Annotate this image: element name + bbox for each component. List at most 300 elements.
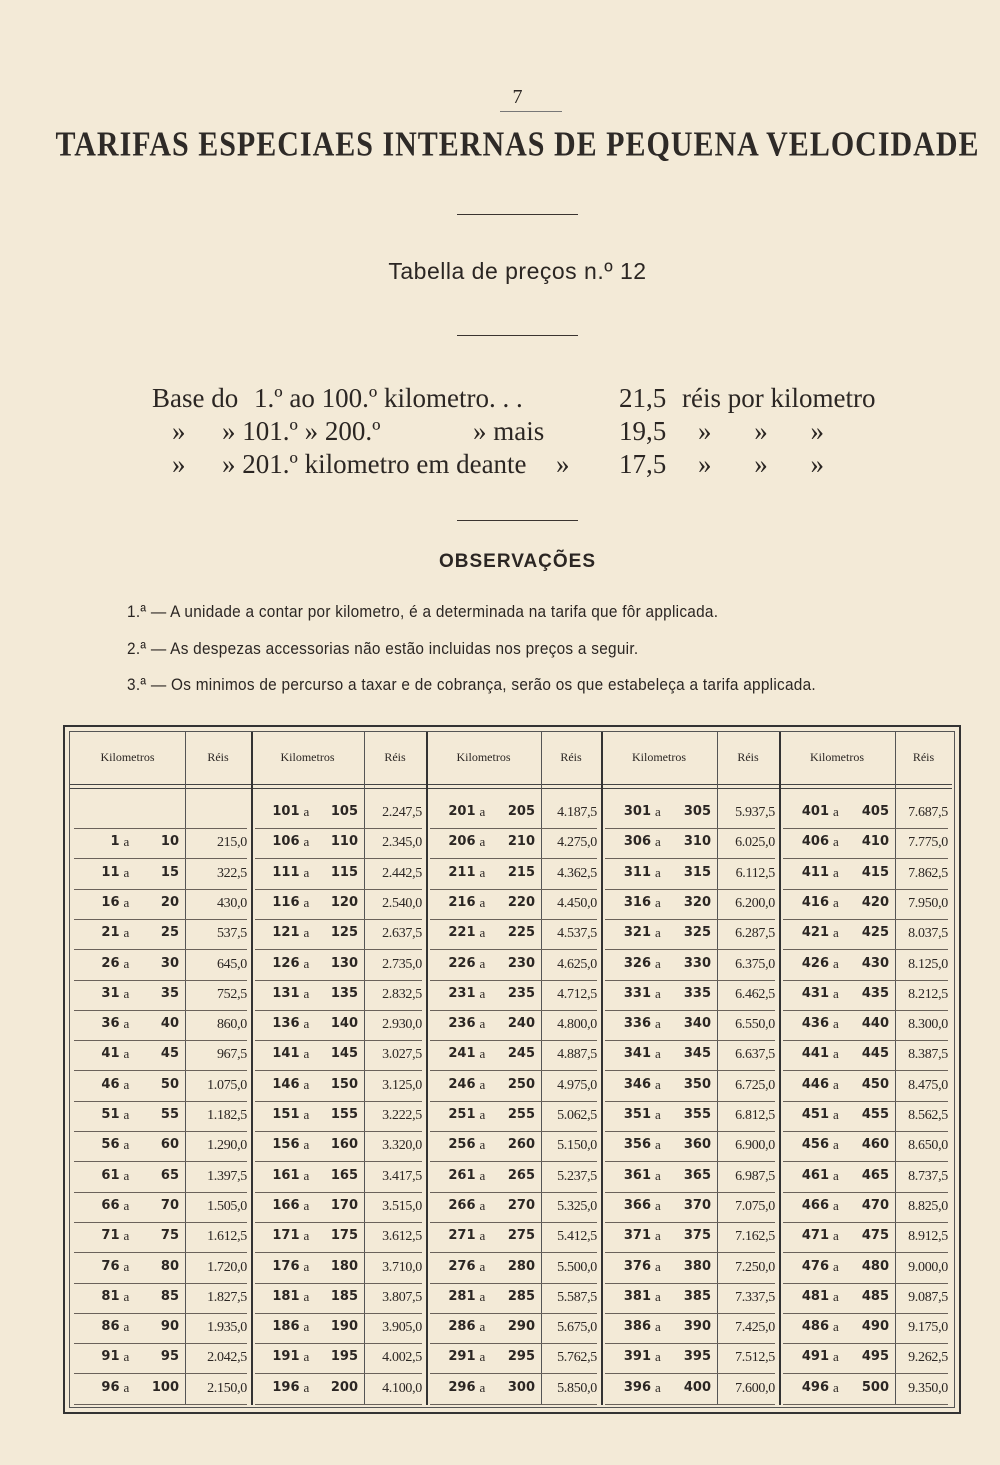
km-to: 60 [160, 1137, 179, 1153]
reis-value: 1.720,0 [207, 1259, 247, 1275]
km-range [70, 1228, 185, 1250]
row-rule [430, 919, 597, 920]
reis-value: 4.362,5 [557, 865, 597, 881]
reis-value: 6.112,5 [735, 865, 775, 881]
reis-value: 6.375,0 [735, 956, 775, 972]
row-rule [605, 1161, 775, 1162]
km-to: 475 [861, 1228, 889, 1244]
reis-value: 5.412,5 [557, 1229, 597, 1245]
km-to: 480 [861, 1258, 889, 1274]
km-separator: a [303, 985, 310, 1001]
header-kilometros: Kilometros [810, 750, 864, 764]
km-range [601, 956, 717, 978]
km-separator: a [123, 955, 130, 971]
km-range [70, 1046, 185, 1068]
km-from: 471 [801, 1228, 829, 1244]
km-range [601, 1228, 717, 1250]
row-rule [430, 1010, 597, 1011]
reis-value: 4.100,0 [382, 1380, 422, 1396]
km-from: 91 [101, 1349, 120, 1365]
km-from: 496 [801, 1379, 829, 1395]
km-separator: a [655, 864, 661, 880]
km-separator: a [479, 1258, 486, 1274]
km-from: 31 [101, 985, 120, 1001]
row-rule [430, 1343, 597, 1344]
km-from: 241 [448, 1046, 476, 1062]
row-rule [74, 1373, 247, 1374]
km-to: 220 [507, 894, 535, 910]
reis-value: 9.175,0 [908, 1320, 948, 1336]
reis-value: 1.827,5 [207, 1289, 247, 1305]
row-rule [430, 1373, 597, 1374]
km-range [70, 895, 185, 917]
km-separator: a [655, 1288, 661, 1304]
km-from: 466 [801, 1197, 829, 1213]
km-from: 221 [448, 925, 476, 941]
km-range [251, 1046, 364, 1068]
row-rule [783, 1313, 948, 1314]
row-rule [74, 889, 247, 890]
km-to: 230 [507, 955, 535, 971]
km-from: 326 [623, 955, 651, 971]
km-separator: a [833, 1228, 839, 1244]
km-to: 305 [683, 804, 711, 819]
row-rule [430, 889, 597, 890]
km-from: 356 [623, 1137, 651, 1153]
reis-value: 2.540,0 [382, 895, 422, 911]
header-rule [70, 788, 952, 789]
row-rule [605, 1313, 775, 1314]
km-range [779, 956, 895, 978]
reis-value: 5.325,0 [557, 1198, 597, 1214]
km-from: 146 [272, 1076, 300, 1092]
km-from: 156 [272, 1137, 300, 1153]
km-range [601, 865, 717, 887]
reis-value: 5.587,5 [557, 1289, 597, 1305]
km-separator: a [655, 1258, 661, 1274]
row-rule [783, 949, 948, 950]
row-rule [255, 919, 422, 920]
km-range [601, 1198, 717, 1220]
km-separator: a [655, 985, 661, 1001]
km-separator: a [655, 1016, 661, 1032]
row-rule [783, 1101, 948, 1102]
row-rule [783, 1070, 948, 1071]
reis-value: 3.222,5 [382, 1108, 422, 1123]
km-to: 15 [160, 864, 179, 880]
reis-value: 7.600,0 [735, 1380, 775, 1396]
km-range [251, 986, 364, 1008]
km-to: 315 [683, 864, 711, 880]
reis-value: 5.937,5 [735, 805, 775, 820]
km-separator: a [833, 1288, 839, 1304]
km-separator: a [303, 1167, 310, 1183]
km-to: 150 [330, 1076, 358, 1092]
km-range [251, 834, 364, 856]
km-separator: a [833, 1107, 839, 1122]
km-range [779, 834, 895, 856]
km-range [251, 804, 364, 826]
row-rule [255, 889, 422, 890]
km-to: 10 [160, 834, 179, 850]
km-from: 441 [801, 1046, 829, 1062]
km-from: 316 [623, 894, 651, 910]
row-rule [255, 1131, 422, 1132]
km-to: 500 [861, 1379, 889, 1395]
km-separator: a [833, 1046, 839, 1062]
km-range [251, 1349, 364, 1371]
km-range [70, 1016, 185, 1038]
row-rule [430, 1161, 597, 1162]
km-to: 115 [330, 864, 358, 880]
km-to: 170 [330, 1197, 358, 1213]
km-from: 261 [448, 1167, 476, 1183]
km-range [251, 1077, 364, 1099]
km-range [426, 1289, 541, 1311]
km-range [779, 1259, 895, 1281]
km-range [251, 1137, 364, 1159]
km-to: 400 [683, 1379, 711, 1395]
row-rule [74, 1131, 247, 1132]
km-to: 275 [507, 1228, 535, 1244]
km-from: 66 [101, 1197, 120, 1213]
row-rule [605, 1070, 775, 1071]
km-separator: a [123, 1167, 130, 1183]
km-from: 246 [448, 1076, 476, 1092]
row-rule [255, 1313, 422, 1314]
reis-value: 2.930,0 [382, 1017, 422, 1033]
km-from: 291 [448, 1349, 476, 1365]
row-rule [255, 949, 422, 950]
km-separator: a [303, 1107, 310, 1122]
row-rule [783, 1252, 948, 1253]
reis-value: 8.737,5 [908, 1168, 948, 1184]
km-to: 185 [330, 1288, 358, 1304]
km-from: 46 [101, 1076, 120, 1092]
row-rule [783, 1404, 948, 1405]
km-from: 151 [272, 1107, 300, 1122]
km-range [70, 1259, 185, 1281]
km-range [779, 895, 895, 917]
km-to: 225 [507, 925, 535, 941]
km-separator: a [123, 1319, 130, 1335]
km-from: 36 [101, 1016, 120, 1032]
km-separator: a [303, 804, 310, 819]
km-from: 451 [801, 1107, 829, 1122]
base-extra: » [556, 449, 570, 479]
reis-value: 537,5 [216, 926, 247, 942]
km-from: 76 [101, 1258, 120, 1274]
km-from: 71 [101, 1228, 120, 1244]
km-to: 470 [861, 1197, 889, 1213]
km-from: 456 [801, 1137, 829, 1153]
reis-value: 6.200,0 [735, 895, 775, 911]
reis-value: 1.935,0 [207, 1320, 247, 1336]
row-rule [605, 1252, 775, 1253]
reis-value: 3.027,5 [382, 1047, 422, 1063]
km-range [426, 895, 541, 917]
km-range [779, 1168, 895, 1190]
header-kilometros: Kilometros [280, 750, 335, 764]
base-rate: 19,5 [619, 416, 667, 446]
km-separator: a [479, 1197, 486, 1213]
row-rule [74, 1070, 247, 1071]
reis-value: 215,0 [216, 835, 247, 851]
km-range [779, 1046, 895, 1068]
km-from: 426 [801, 955, 829, 971]
km-to: 85 [160, 1288, 179, 1304]
km-from: 101 [272, 804, 300, 819]
reis-value: 3.515,0 [382, 1198, 422, 1214]
row-rule [430, 1192, 597, 1193]
km-range [251, 1380, 364, 1402]
reis-value: 4.800,0 [557, 1017, 597, 1033]
row-rule [74, 1283, 247, 1284]
km-to: 490 [861, 1319, 889, 1335]
km-range [601, 1016, 717, 1038]
km-to: 205 [507, 804, 535, 819]
reis-value: 8.212,5 [908, 986, 948, 1002]
reis-value: 9.087,5 [908, 1289, 948, 1305]
km-from: 166 [272, 1197, 300, 1213]
km-to: 380 [683, 1258, 711, 1274]
km-separator: a [655, 1228, 661, 1244]
row-rule [255, 1343, 422, 1344]
base-extra: » mais [473, 416, 545, 446]
km-to: 320 [683, 894, 711, 910]
km-range [426, 1198, 541, 1220]
base-range: 1.º ao 100.º kilometro. . . [254, 383, 523, 413]
km-to: 335 [683, 985, 711, 1001]
km-separator: a [833, 1349, 839, 1365]
observation-item: 1.ª — A unidade a contar por kilometro, é a determinada na tarifa que fôr applicada. [127, 603, 719, 621]
km-to: 160 [330, 1137, 358, 1153]
reis-value: 860,0 [216, 1017, 247, 1033]
km-to: 210 [507, 834, 535, 850]
km-to: 120 [330, 894, 358, 910]
reis-value: 4.887,5 [557, 1047, 597, 1063]
km-range [251, 1198, 364, 1220]
km-range [251, 1016, 364, 1038]
km-to: 410 [861, 834, 889, 850]
row-rule [74, 949, 247, 950]
reis-value: 430,0 [216, 895, 247, 911]
km-separator: a [479, 1076, 486, 1092]
row-rule [783, 1040, 948, 1041]
reis-value: 7.512,5 [735, 1350, 775, 1366]
reis-value: 1.612,5 [207, 1229, 247, 1245]
km-to: 310 [683, 834, 711, 850]
km-to: 75 [160, 1228, 179, 1244]
km-separator: a [303, 834, 310, 850]
header-kilometros: Kilometros [632, 750, 686, 764]
km-to: 265 [507, 1167, 535, 1183]
km-to: 40 [160, 1016, 179, 1032]
header-reis: Réis [207, 750, 229, 764]
km-to: 260 [507, 1137, 535, 1153]
row-rule [255, 980, 422, 981]
price-table [70, 732, 952, 1405]
km-separator: a [123, 1288, 130, 1304]
row-rule [74, 1040, 247, 1041]
km-from: 251 [448, 1107, 476, 1122]
km-separator: a [833, 1379, 839, 1395]
km-separator: a [479, 864, 486, 880]
row-rule [783, 1222, 948, 1223]
row-rule [255, 1373, 422, 1374]
row-rule [255, 828, 422, 829]
reis-value: 6.725,0 [735, 1077, 775, 1093]
km-range [601, 834, 717, 856]
row-rule [605, 1010, 775, 1011]
row-rule [255, 1070, 422, 1071]
reis-value: 8.125,0 [908, 956, 948, 972]
reis-value: 8.300,0 [908, 1017, 948, 1033]
km-separator: a [479, 1016, 486, 1032]
km-to: 455 [861, 1107, 889, 1122]
km-range [601, 1077, 717, 1099]
km-separator: a [123, 864, 130, 880]
km-from: 431 [801, 985, 829, 1001]
km-to: 70 [160, 1197, 179, 1213]
row-rule [255, 1010, 422, 1011]
km-from: 401 [801, 804, 829, 819]
km-from: 331 [623, 985, 651, 1001]
km-separator: a [655, 894, 661, 910]
row-rule [74, 1343, 247, 1344]
reis-value: 2.832,5 [382, 986, 422, 1002]
km-range [779, 1228, 895, 1250]
km-from: 301 [623, 804, 651, 819]
km-from: 86 [101, 1319, 120, 1335]
km-range [779, 986, 895, 1008]
km-from: 61 [101, 1167, 120, 1183]
km-to: 285 [507, 1288, 535, 1304]
km-to: 135 [330, 985, 358, 1001]
km-separator: a [655, 1319, 661, 1335]
km-to: 165 [330, 1167, 358, 1183]
km-separator: a [655, 1167, 661, 1183]
km-range [601, 1259, 717, 1281]
reis-value: 4.450,0 [557, 895, 597, 911]
km-range [70, 1137, 185, 1159]
row-rule [74, 1101, 247, 1102]
km-to: 80 [160, 1258, 179, 1274]
reis-value: 3.710,0 [382, 1259, 422, 1275]
reis-value: 2.735,0 [382, 956, 422, 972]
km-to: 65 [160, 1167, 179, 1183]
km-from: 421 [801, 925, 829, 941]
row-rule [74, 1313, 247, 1314]
row-rule [783, 1283, 948, 1284]
km-from: 371 [623, 1228, 651, 1244]
km-separator: a [833, 1076, 839, 1092]
km-separator: a [833, 1167, 839, 1183]
reis-value: 6.812,5 [735, 1108, 775, 1123]
km-to: 395 [683, 1349, 711, 1365]
km-range [601, 1289, 717, 1311]
km-from: 386 [623, 1319, 651, 1335]
row-rule [430, 1070, 597, 1071]
km-range [779, 1289, 895, 1311]
row-rule [430, 828, 597, 829]
row-rule [605, 1343, 775, 1344]
km-from: 181 [272, 1288, 300, 1304]
km-to: 345 [683, 1046, 711, 1062]
row-rule [605, 1101, 775, 1102]
row-rule [74, 919, 247, 920]
km-from: 396 [623, 1379, 651, 1395]
km-to: 495 [861, 1349, 889, 1365]
row-rule [430, 1404, 597, 1405]
km-from: 226 [448, 955, 476, 971]
km-range [251, 1107, 364, 1129]
row-rule [255, 1222, 422, 1223]
km-from: 206 [448, 834, 476, 850]
reis-value: 9.000,0 [908, 1259, 948, 1275]
km-from: 266 [448, 1197, 476, 1213]
observation-item: 2.ª — As despezas accessorias não estão incluidas nos preços a seguir. [127, 640, 639, 658]
km-range [779, 1319, 895, 1341]
reis-value: 9.350,0 [908, 1380, 948, 1396]
km-range [779, 804, 895, 826]
km-separator: a [655, 1046, 661, 1062]
km-range [601, 986, 717, 1008]
km-separator: a [123, 985, 130, 1001]
km-from: 16 [101, 894, 120, 910]
km-range [426, 1319, 541, 1341]
km-range [601, 1107, 717, 1129]
km-from: 141 [272, 1046, 300, 1062]
km-to: 20 [160, 894, 179, 910]
km-separator: a [655, 955, 661, 971]
km-to: 445 [861, 1046, 889, 1062]
km-separator: a [479, 1046, 486, 1062]
reis-value: 6.550,0 [735, 1017, 775, 1033]
reis-value: 6.025,0 [735, 835, 775, 851]
km-separator: a [303, 925, 310, 941]
reis-value: 6.987,5 [735, 1168, 775, 1184]
km-separator: a [303, 1197, 310, 1213]
km-separator: a [123, 1107, 130, 1122]
base-label: » [172, 449, 186, 479]
km-range [251, 1259, 364, 1281]
row-rule [74, 980, 247, 981]
reis-value: 4.537,5 [557, 926, 597, 942]
reis-value: 6.287,5 [735, 926, 775, 942]
row-rule [255, 1161, 422, 1162]
km-to: 430 [861, 955, 889, 971]
km-from: 236 [448, 1016, 476, 1032]
reis-value: 4.712,5 [557, 986, 597, 1002]
km-range [779, 1349, 895, 1371]
km-from: 231 [448, 985, 476, 1001]
row-rule [605, 1192, 775, 1193]
reis-value: 645,0 [216, 956, 247, 972]
km-from: 376 [623, 1258, 651, 1274]
km-from: 26 [101, 955, 120, 971]
header-reis: Réis [737, 750, 759, 764]
km-from: 211 [448, 864, 476, 880]
km-range [426, 1259, 541, 1281]
km-to: 340 [683, 1016, 711, 1032]
row-rule [605, 828, 775, 829]
km-separator: a [833, 834, 839, 850]
km-range [426, 1046, 541, 1068]
reis-value: 3.905,0 [382, 1320, 422, 1336]
km-from: 51 [101, 1107, 120, 1122]
km-from: 296 [448, 1379, 476, 1395]
